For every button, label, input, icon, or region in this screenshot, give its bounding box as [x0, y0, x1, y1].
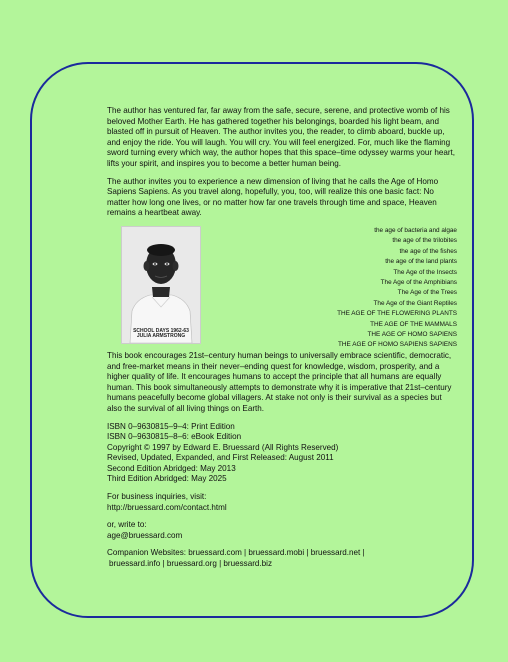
photo-and-ages-section: [107, 226, 457, 347]
publication-info: [107, 422, 457, 486]
third-edition-line: Third Edition Abridged: May 2025: [107, 474, 227, 484]
copyright-line: Copyright © 1997 by Edward E. Bruessard (All Rights Reserved): [107, 442, 339, 452]
companion-line-2: bruessard.info | bruessard.org | bruessard.biz: [109, 559, 273, 569]
caption-line-1: SCHOOL DAYS 1962-63: [133, 327, 189, 334]
isbn-ebook: ISBN 0–9630815–8–6: eBook Edition: [107, 432, 242, 442]
companion-line-1: Companion Websites: bruessard.com | bruessard.mobi | bruessard.net |: [107, 548, 365, 558]
isbn-print: ISBN 0–9630815–9–4: Print Edition: [107, 421, 235, 431]
business-label: For business inquiries, visit:: [107, 492, 207, 502]
age-item: the age of the land plants: [385, 258, 457, 266]
age-item: THE AGE OF HOMO SAPIENS: [367, 331, 457, 338]
back-cover-text: [107, 106, 457, 577]
age-item: The Age of the Insects: [393, 268, 457, 276]
intro-paragraph-2: The author invites you to experience a new dimension of living that he calls the Age of Homo Sapiens Sapiens. As you travel along, hopefully, you, too, will realize this one basic fact: No matter how long one lives, or no matter how far one travels through time and space, Heaven remains a heartbeat away.: [107, 176, 439, 218]
age-item: The Age of the Giant Reptiles: [373, 299, 457, 307]
age-item: The Age of the Trees: [397, 289, 457, 297]
age-item: the age of bacteria and algae: [374, 226, 457, 234]
companion-websites: [107, 548, 457, 569]
portrait-image: [122, 227, 200, 343]
age-item: THE AGE OF THE MAMMALS: [370, 320, 457, 328]
age-item: THE AGE OF HOMO SAPIENS SAPIENS: [338, 341, 457, 349]
email-link[interactable]: age@bruessard.com: [107, 530, 183, 540]
write-to: [107, 520, 457, 541]
business-inquiries: [107, 492, 457, 513]
age-item: the age of the fishes: [399, 247, 457, 255]
age-item: THE AGE OF THE FLOWERING PLANTS: [337, 310, 457, 318]
ages-list: [337, 226, 457, 351]
second-edition-line: Second Edition Abridged: May 2013: [107, 463, 236, 473]
write-label: or, write to:: [107, 520, 147, 530]
age-item: The Age of the Amphibians: [380, 278, 457, 286]
age-item: the age of the trilobites: [392, 237, 457, 245]
intro-paragraph-1: The author has ventured far, far away from the safe, secure, serene, and protective womb of his beloved Mother Earth. He has gathered together his belongings, boarded his light beam, and blasted off in pursuit of Heaven. The author invites you, the reader, to climb aboard, buckle up, and enjoy the ride. You will laugh. You will cry. You will feel energized. For, much like the flaming sword turning every which way, the author hopes that this space–time odyssey warms your heart, lifts your spirit, and inspires you to become a better human being.: [107, 106, 456, 168]
author-childhood-photo: [121, 226, 201, 344]
photo-caption: [122, 329, 200, 340]
release-line: Revised, Updated, Expanded, and First Released: August 2011: [107, 453, 334, 463]
caption-line-2: JULIA ARMSTRONG: [136, 333, 186, 340]
mission-paragraph: This book encourages 21st–century human beings to universally embrace scientific, democratic, and free-market means in their never–ending quest for knowledge, wisdom, prosperity, and a higher quality of life. It encourages humans to accept the principle that all humans are equally human. This book simultaneously attempts to demonstrate why it is imperative that 21st–century humans peacefully become global villagers. At stake not only is their survival as a species but also the survival of all living things on Earth.: [107, 350, 452, 413]
business-url-link[interactable]: http://bruessard.com/contact.html: [107, 502, 227, 512]
